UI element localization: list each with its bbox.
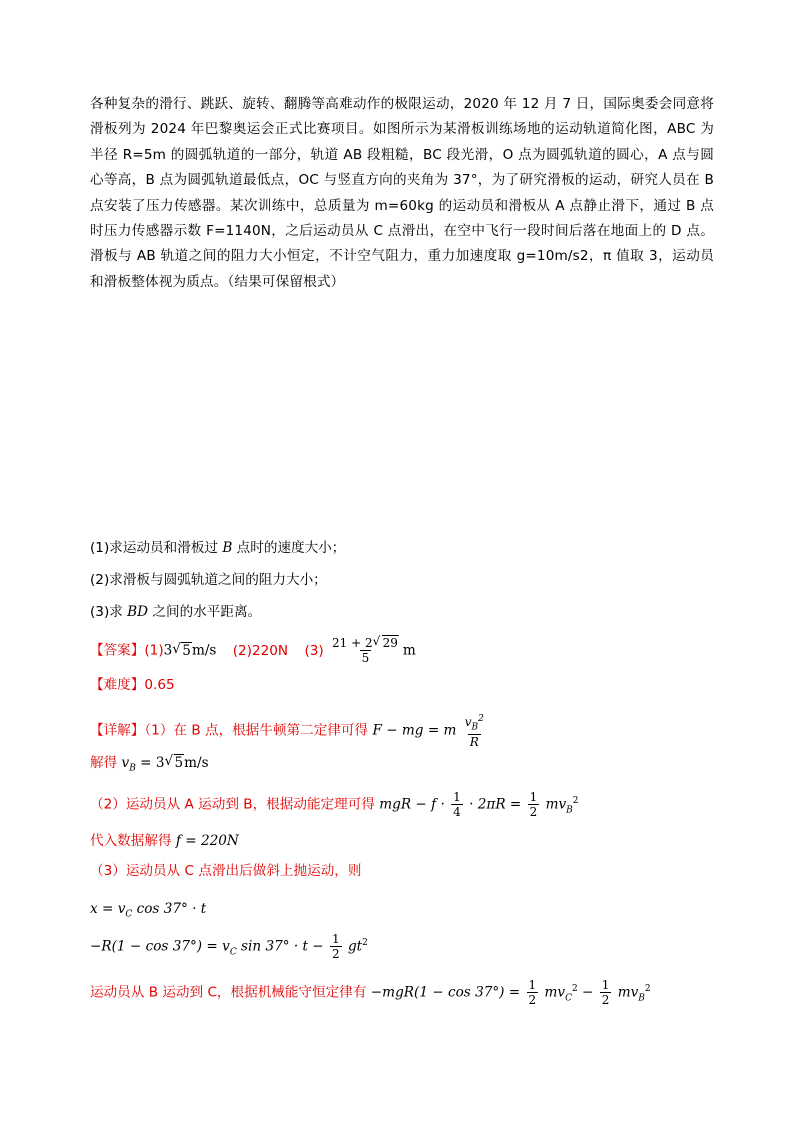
question-3: (3)求 BD 之间的水平距离。 — [90, 604, 262, 620]
difficulty-line — [90, 674, 175, 696]
detail-step-8: 运动员从 B 运动到 C，根据机械能守恒定律有 −mgR(1 − cos 37°) = $\frac{1}{2}$ $mv_C^2$ − $\frac{1}{2}$ $mv_B^2$ — [90, 978, 651, 1008]
detail-step-2: 解得 $v_B = 3√$ 5m/s — [90, 752, 209, 780]
detail-step-3: （2）运动员从 A 运动到 B，根据动能定理可得 mgR − f · $\frac{1}{4}$ · 2πR = $\frac{1}{2}$ $mv_B^2$ — [90, 790, 579, 820]
detail-step-6: $x = v_C$ cos 37° · t — [90, 901, 207, 920]
difficulty-value: 0.65 — [144, 677, 175, 693]
detail-step-5: （3）运动员从 C 点滑出后做斜上抛运动，则 — [90, 863, 362, 879]
answer-line: 【答案】(1)3√ 5m/s (2)220N (3) $\frac{21 + 2√ 29}{5}$ m — [90, 636, 416, 665]
detail-tag: 【详解】 — [90, 722, 145, 739]
difficulty-tag: 【难度】 — [90, 677, 145, 693]
detail-step-7: $-R(1 - \cos 37^\circ) = v_C$ sin 37° · t − $\frac{1}{2}$ $gt^2$ — [90, 932, 368, 962]
detail-step-1: 【详解】（1）在 B 点，根据牛顿第二定律可得 F − mg = m $\frac{v_B^2}{R}$ — [90, 714, 484, 750]
question-1: (1)求运动员和滑板过 B 点时的速度大小； — [90, 540, 346, 556]
answer-tag: 【答案】 — [90, 642, 145, 659]
problem-paragraph: 各种复杂的滑行、跳跃、旋转、翻腾等高难动作的极限运动，2020 年 12 月 7 日，国际奥委会同意将滑板列为 2024 年巴黎奥运会正式比赛项目。如图所示为某滑板训练场地的运动轨道简化图，ABC 为半径 R=5m 的圆弧轨道的一部分，轨道 AB 段粗糙，BC 段光滑，O 点为圆弧轨道的圆心，A 点与圆心等高，B 点为圆弧轨道最低点，OC 与竖直方向的夹角为 37°，为了研究滑板的运动，研究人员在 B 点安装了压力传感器。某次训练中，总质量为 m=60kg 的运动员和滑板从 A 点静止滑下，通过 B 点时压力传感器示数 F=1140N，之后运动员从 C 点滑出，在空中飞行一段时间后落在地面上的 D 点。滑板与 AB 轨道之间的阻力大小恒定，不计空气阻力，重力加速度取 g=10m/s2，π 值取 3，运动员和滑板整体视为质点。（结果可保留根式） — [90, 96, 714, 290]
detail-step-4: 代入数据解得 f = 220N — [90, 833, 239, 849]
question-2: (2)求滑板与圆弧轨道之间的阻力大小； — [90, 572, 327, 588]
answer-3-fraction: $\frac{21 + 2√ 29}{5}$ — [330, 636, 401, 665]
